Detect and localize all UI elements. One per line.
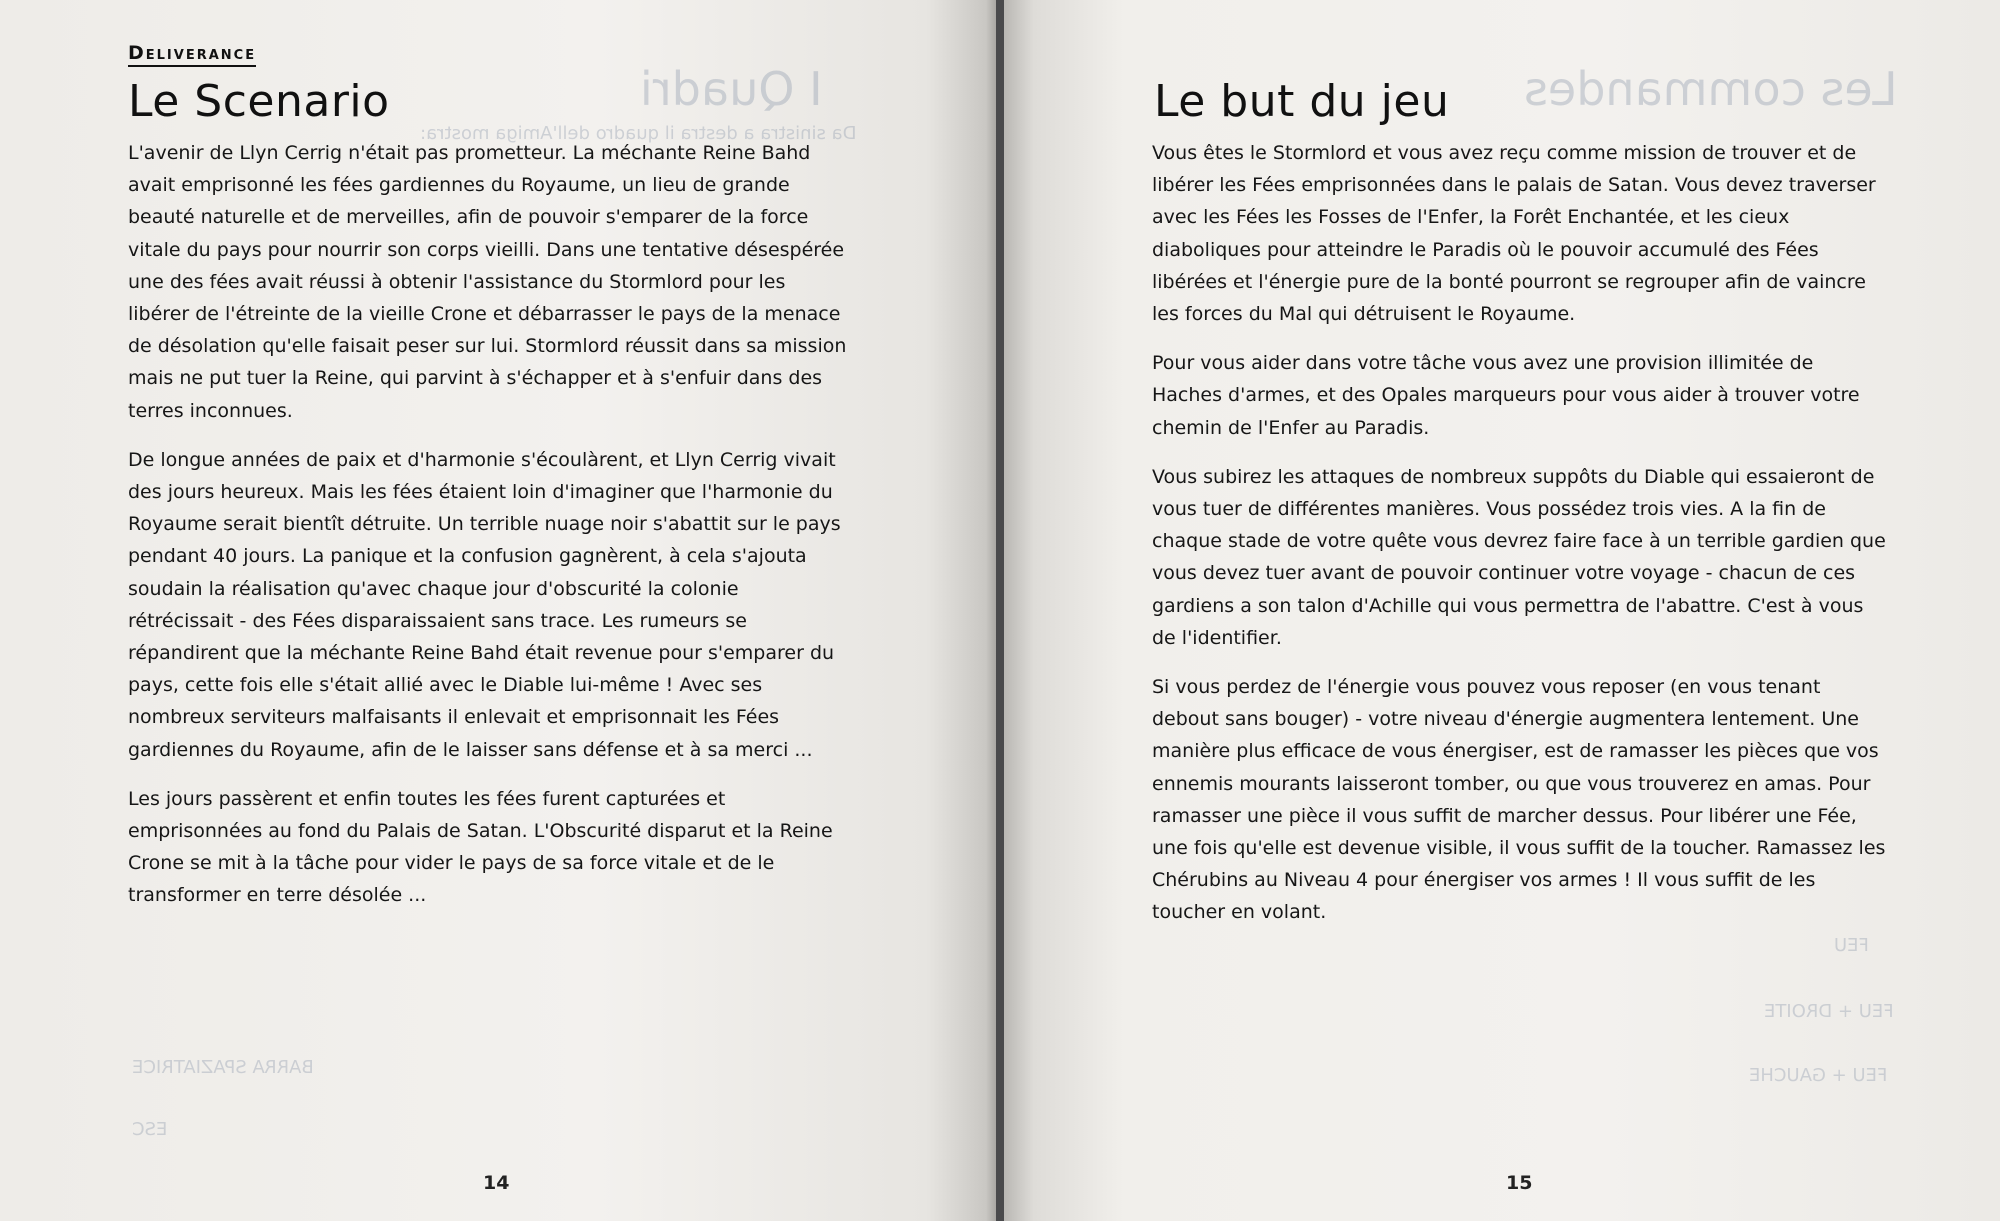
page-title: Le Scenario — [128, 76, 390, 127]
paragraph: Vous subirez les attaques de nombreux suppôts du Diable qui essaieront de vous tuer de différentes manières. Vous possédez trois vies. A la fin de chaque stade de votre quête vous devrez faire face à un terrible gardien que vous devez tuer avant de pouvoir continuer votre voyage - chacun de ces gardiens a son talon d'Achille qui vous permettra de l'abattre. C'est à vous de l'identifier. — [1152, 465, 1886, 649]
paragraph: Si vous perdez de l'énergie vous pouvez vous reposer (en vous tenant debout sans bouger) - votre niveau d'énergie augmentera lentement. Une manière plus efficace de vous énergiser, est de ramasser les pièces que vos ennemis mourants laisseront tomber, ou que vous trouverez en amas. Pour ramasser une pièce il vous suffit de marcher dessus. Pour libérer une Fée, une fois qu'elle est devenue visible, il vous suffit de la toucher. Ramassez les Chérubins au Niveau 4 pour énergiser vos armes ! Il vous suffit de les toucher en volant. — [1152, 676, 1886, 924]
left-page — [0, 0, 996, 1221]
body-text — [128, 137, 848, 929]
page-number: 15 — [1506, 1172, 1533, 1194]
paragraph: Les jours passèrent et enfin toutes les fées furent capturées et emprisonnées au fond du Palais de Satan. L'Obscurité disparut et la Reine Crone se mit à la tâche pour vider le pays de sa force vitale et de le transformer en terre désolée ... — [128, 787, 833, 907]
paragraph: Pour vous aider dans votre tâche vous avez une provision illimitée de Haches d'armes, et des Opales marqueurs pour vous aider à trouver votre chemin de l'Enfer au Paradis. — [1152, 352, 1860, 439]
show-through-line: ESC — [132, 1119, 168, 1140]
show-through-line: FEU — [1834, 935, 1869, 956]
show-through-line: FEU + GAUCHE — [1749, 1065, 1888, 1086]
right-page — [1004, 0, 2000, 1221]
show-through-line: FEU + DROITE — [1764, 1001, 1894, 1022]
show-through-line: BARRA SPAZIATRICE — [132, 1057, 314, 1078]
paragraph: Vous êtes le Stormlord et vous avez reçu comme mission de trouver et de libérer les Fées emprisonnées dans le palais de Satan. Vous devez traverser avec les Fées les Fosses de l'Enfer, la Forêt Enchantée, et les cieux diaboliques pour atteindre le Paradis où le pouvoir accumulé des Fées libérées et l'énergie pure de la bonté pourront se regrouper afin de vaincre les forces du Mal qui détruisent le Royaume. — [1152, 142, 1876, 326]
show-through-title: Les commandes — [1524, 62, 1898, 116]
page-title: Le but du jeu — [1154, 76, 1450, 127]
paragraph: De longue années de paix et d'harmonie s'écoulàrent, et Llyn Cerrig vivait des jours heureux. Mais les fées étaient loin d'imaginer que l'harmonie du Royaume serait bientît détruite. Un terrible nuage noir s'abattit sur le pays pendant 40 jours. La panique et la confusion gagnèrent, à cela s'ajouta soudain la réalisation qu'avec chaque jour d'obscurité la colonie rétrécissait - des Fées disparaissaient sans trace. Les rumeurs se répandirent que la méchante Reine Bahd était revenue pour s'emparer du pays, cette fois elle s'était allié avec le Diable lui-même ! Avec ses nombreux serviteurs malfaisants il enlevait et emprisonnait les Fées gardiennes du Royaume, afin de le laisser sans défense et à sa merci ... — [128, 448, 841, 761]
show-through-line: Da sinistra a destra il quadro dell'Amiga mostra: — [420, 123, 857, 144]
page-number: 14 — [483, 1172, 510, 1194]
book-gutter — [996, 0, 1004, 1221]
show-through-title: I Quadri — [640, 62, 823, 116]
paragraph: L'avenir de Llyn Cerrig n'était pas prometteur. La méchante Reine Bahd avait emprisonné les fées gardiennes du Royaume, un lieu de grande beauté naturelle et de merveilles, afin de pouvoir s'emparer de la force vitale du pays pour nourrir son corps vieilli. Dans une tentative désespérée une des fées avait réussi à obtenir l'assistance du Stormlord pour les libérer de l'étreinte de la vieille Crone et débarrasser le pays de la menace de désolation qu'elle faisait peser sur lui. Stormlord réussit dans sa mission mais ne put tuer la Reine, qui parvint à s'échapper et à s'enfuir dans des terres inconnues. — [128, 142, 847, 422]
running-head: Deliverance — [128, 42, 256, 67]
body-text — [1152, 137, 1887, 946]
